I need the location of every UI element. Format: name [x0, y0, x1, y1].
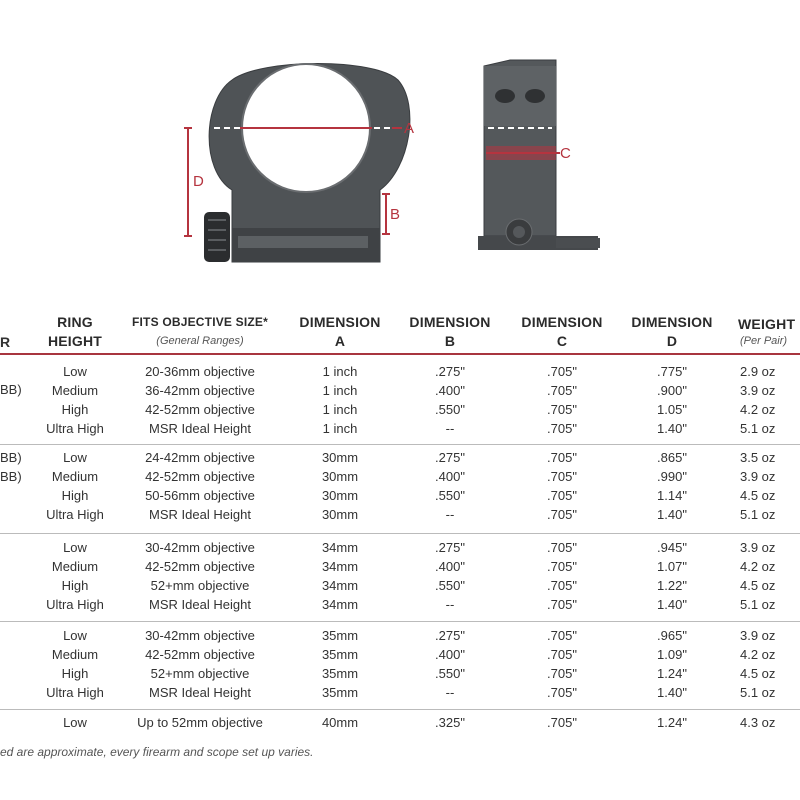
objective-size-cell: 20-36mm objective	[145, 364, 255, 379]
spec-table	[0, 300, 800, 770]
weight-cell: 3.9 oz	[740, 628, 776, 643]
dimension-label-d: D	[193, 173, 204, 190]
dimension-d-cell: 1.05"	[657, 402, 687, 417]
dimension-b-cell: --	[445, 421, 455, 436]
dimension-b-cell: .400"	[435, 469, 465, 484]
dimension-b-cell: --	[445, 507, 455, 522]
ring-front-view	[184, 64, 410, 263]
dimension-a-cell: 1 inch	[322, 364, 358, 379]
header-edge-fragment: R	[0, 334, 11, 350]
row-edge-fragment: BB)	[0, 450, 22, 465]
ring-height-cell: Medium	[51, 469, 99, 484]
objective-size-cell: 42-52mm objective	[145, 647, 255, 662]
header-fits-objective: FITS OBJECTIVE SIZE*	[131, 315, 269, 329]
dimension-d-cell: 1.40"	[657, 597, 687, 612]
dimension-d-cell: 1.40"	[657, 507, 687, 522]
clamp-knob-icon	[204, 212, 230, 262]
weight-cell: 2.9 oz	[740, 364, 776, 379]
ring-height-cell: High	[61, 402, 89, 417]
dimension-c-cell: .705"	[547, 402, 577, 417]
weight-cell: 4.5 oz	[740, 488, 776, 503]
dimension-d-cell: 1.09"	[657, 647, 687, 662]
dimension-a-cell: 35mm	[321, 685, 359, 700]
dimension-d-cell: .775"	[657, 364, 687, 379]
objective-size-cell: MSR Ideal Height	[149, 597, 251, 612]
dimension-c-cell: .705"	[547, 469, 577, 484]
weight-cell: 3.9 oz	[740, 469, 776, 484]
group-divider	[0, 533, 800, 534]
ring-height-cell: Low	[63, 450, 87, 465]
ring-height-cell: Low	[63, 628, 87, 643]
header-fits-subtitle: (General Ranges)	[156, 335, 244, 347]
dimension-d-cell: .990"	[657, 469, 687, 484]
header-dimension-b: DIMENSION B	[409, 314, 491, 349]
header-weight: WEIGHT	[738, 316, 796, 332]
dimension-c-cell: .705"	[547, 507, 577, 522]
dimension-a-cell: 30mm	[321, 450, 359, 465]
dimension-c-cell: .705"	[547, 559, 577, 574]
dimension-label-b: B	[390, 206, 401, 223]
dimension-b-cell: --	[445, 685, 455, 700]
header-dimension-a: DIMENSION A	[299, 314, 381, 349]
weight-cell: 4.2 oz	[740, 402, 776, 417]
objective-size-cell: MSR Ideal Height	[149, 421, 251, 436]
row-edge-fragment: BB)	[0, 382, 22, 397]
dimension-b-cell: .400"	[435, 383, 465, 398]
ring-height-cell: Low	[63, 540, 87, 555]
dimension-c-cell: .705"	[547, 578, 577, 593]
dimension-d-cell: 1.24"	[657, 666, 687, 681]
weight-cell: 5.1 oz	[740, 685, 776, 700]
ring-side-view	[478, 60, 600, 250]
header-divider	[0, 353, 800, 355]
dimension-c-cell: .705"	[547, 685, 577, 700]
ring-height-cell: Ultra High	[46, 685, 104, 700]
weight-cell: 4.5 oz	[740, 578, 776, 593]
dimension-d-cell: 1.24"	[657, 715, 687, 730]
group-divider	[0, 621, 800, 622]
weight-cell: 3.5 oz	[740, 450, 776, 465]
weight-cell: 5.1 oz	[740, 597, 776, 612]
dimension-d-cell: 1.40"	[657, 421, 687, 436]
dimension-a-cell: 30mm	[321, 469, 359, 484]
dimension-c-cell: .705"	[547, 628, 577, 643]
objective-size-cell: 24-42mm objective	[145, 450, 255, 465]
dimension-d-cell: 1.22"	[657, 578, 687, 593]
objective-size-cell: MSR Ideal Height	[149, 507, 251, 522]
dimension-b-cell: .550"	[435, 402, 465, 417]
objective-size-cell: 42-52mm objective	[145, 559, 255, 574]
dimension-b-cell: .325"	[435, 715, 465, 730]
dimension-d-cell: 1.40"	[657, 685, 687, 700]
dimension-c-cell: .705"	[547, 540, 577, 555]
dimension-d-cell: .965"	[657, 628, 687, 643]
dimension-a-cell: 35mm	[321, 628, 359, 643]
objective-size-cell: 50-56mm objective	[145, 488, 255, 503]
objective-size-cell: 30-42mm objective	[145, 628, 255, 643]
dimension-c-cell: .705"	[547, 421, 577, 436]
weight-cell: 4.2 oz	[740, 559, 776, 574]
dimension-a-cell: 1 inch	[322, 402, 358, 417]
header-dimension-c: DIMENSION C	[521, 314, 603, 349]
group-divider	[0, 444, 800, 445]
dimension-a-cell: 34mm	[321, 578, 359, 593]
ring-height-cell: Low	[63, 364, 87, 379]
scope-ring-diagram	[0, 0, 800, 290]
dimension-d-cell: .900"	[657, 383, 687, 398]
dimension-a-cell: 30mm	[321, 488, 359, 503]
objective-size-cell: Up to 52mm objective	[137, 715, 263, 730]
ring-height-cell: Low	[63, 715, 87, 730]
dimension-label-c: C	[560, 145, 571, 162]
ring-height-cell: Medium	[51, 647, 99, 662]
objective-size-cell: 42-52mm objective	[145, 469, 255, 484]
dimension-c-cell: .705"	[547, 364, 577, 379]
ring-height-cell: High	[61, 488, 89, 503]
dimension-b-cell: .275"	[435, 364, 465, 379]
dimension-c-cell: .705"	[547, 715, 577, 730]
dimension-b-cell: .400"	[435, 559, 465, 574]
ring-height-cell: Ultra High	[46, 507, 104, 522]
weight-cell: 4.5 oz	[740, 666, 776, 681]
dimension-label-a: A	[404, 120, 415, 137]
dimension-c-cell: .705"	[547, 666, 577, 681]
dimension-b-cell: .550"	[435, 578, 465, 593]
objective-size-cell: 42-52mm objective	[145, 402, 255, 417]
header-weight-subtitle: (Per Pair)	[740, 335, 788, 347]
dimension-b-cell: .275"	[435, 540, 465, 555]
weight-cell: 4.2 oz	[740, 647, 776, 662]
dimension-a-cell: 40mm	[321, 715, 359, 730]
dimension-b-cell: .550"	[435, 488, 465, 503]
dimension-a-cell: 35mm	[321, 647, 359, 662]
ring-height-cell: High	[61, 578, 89, 593]
weight-cell: 5.1 oz	[740, 507, 776, 522]
dimension-d-cell: 1.14"	[657, 488, 687, 503]
objective-size-cell: 30-42mm objective	[145, 540, 255, 555]
weight-cell: 3.9 oz	[740, 540, 776, 555]
footnote: ed are approximate, every firearm and scope set up varies.	[0, 745, 314, 759]
objective-size-cell: MSR Ideal Height	[149, 685, 251, 700]
dimension-c-cell: .705"	[547, 488, 577, 503]
weight-cell: 5.1 oz	[740, 421, 776, 436]
dimension-b-cell: .275"	[435, 628, 465, 643]
dimension-d-cell: .865"	[657, 450, 687, 465]
header-dimension-d: DIMENSION D	[631, 314, 713, 349]
dimension-b-cell: --	[445, 597, 455, 612]
row-edge-fragment: BB)	[0, 469, 22, 484]
header-ring-height: RING HEIGHT	[47, 314, 103, 349]
dimension-b-cell: .400"	[435, 647, 465, 662]
objective-size-cell: 36-42mm objective	[145, 383, 255, 398]
dimension-a-cell: 34mm	[321, 597, 359, 612]
group-divider	[0, 709, 800, 710]
dimension-c-cell: .705"	[547, 647, 577, 662]
dimension-a-cell: 1 inch	[322, 421, 358, 436]
dimension-a-cell: 34mm	[321, 540, 359, 555]
dimension-a-cell: 1 inch	[322, 383, 358, 398]
dimension-b-cell: .275"	[435, 450, 465, 465]
ring-height-cell: Medium	[51, 383, 99, 398]
weight-cell: 4.3 oz	[740, 715, 776, 730]
ring-height-cell: Ultra High	[46, 421, 104, 436]
dimension-c-cell: .705"	[547, 383, 577, 398]
objective-size-cell: 52+mm objective	[150, 666, 250, 681]
ring-height-cell: Ultra High	[46, 597, 104, 612]
objective-size-cell: 52+mm objective	[150, 578, 250, 593]
cross-bolt-icon	[506, 219, 532, 245]
dimension-d-cell: 1.07"	[657, 559, 687, 574]
dimension-b-cell: .550"	[435, 666, 465, 681]
ring-height-cell: Medium	[51, 559, 99, 574]
dimension-c-cell: .705"	[547, 597, 577, 612]
dimension-c-cell: .705"	[547, 450, 577, 465]
ring-height-cell: High	[61, 666, 89, 681]
dimension-a-cell: 30mm	[321, 507, 359, 522]
weight-cell: 3.9 oz	[740, 383, 776, 398]
dimension-a-cell: 34mm	[321, 559, 359, 574]
dimension-d-cell: .945"	[657, 540, 687, 555]
dimension-a-cell: 35mm	[321, 666, 359, 681]
